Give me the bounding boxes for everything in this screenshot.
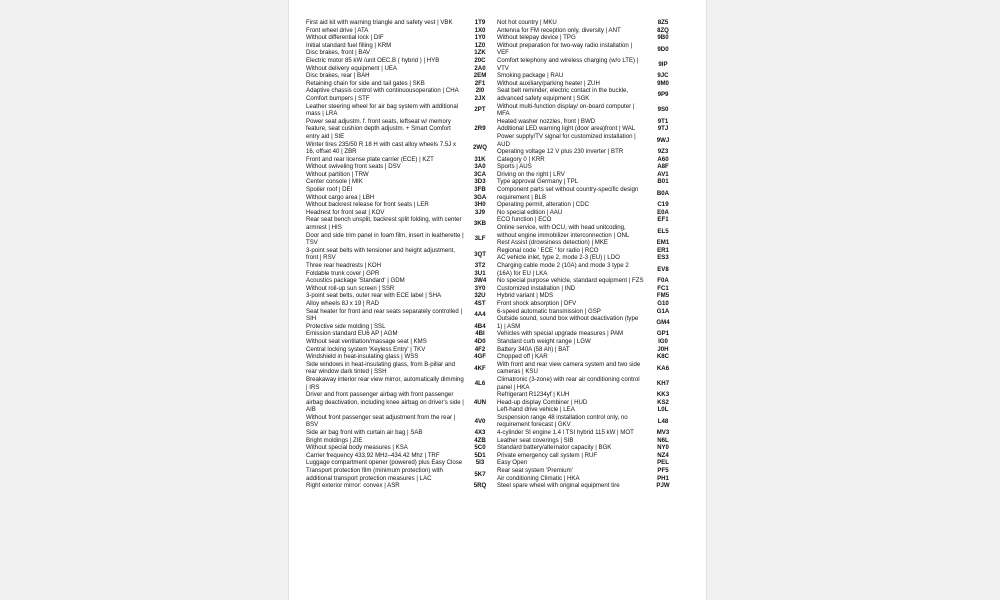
equipment-row [306,459,496,467]
equipment-row [497,429,681,437]
equipment-description: Spoiler roof | DEI [306,186,353,194]
equipment-row [306,232,496,247]
equipment-description: Standard battery/alternator capacity | BGK [497,444,612,452]
equipment-code: B01 [657,178,669,186]
equipment-code: IG0 [658,337,668,345]
equipment-code: 3U1 [474,269,486,277]
equipment-code: 4GF [474,353,486,361]
equipment-code: 4BI [475,330,485,338]
equipment-row [497,156,681,164]
equipment-code: KK3 [656,391,670,399]
equipment-row [497,346,681,354]
equipment-code: 4D0 [474,337,486,345]
equipment-row [497,186,681,201]
equipment-row [497,133,681,148]
equipment-description: Windshield in heat-insulating glass | WSS [306,353,419,361]
equipment-row [497,27,681,35]
equipment-row [306,72,496,80]
equipment-description: Bright moldings | ZIE [306,436,363,444]
equipment-description: Retaining chain for side and tail gates | SKB [306,79,425,87]
equipment-code: KS2 [657,398,669,406]
equipment-description: Hybrid variant | MDS [497,292,554,300]
equipment-description: Without cargo area | LBH [306,193,375,201]
equipment-description: Without front passenger seat adjustment from the rear | BSV [306,413,456,429]
equipment-code: C19 [657,201,669,209]
equipment-code: PF5 [657,467,669,475]
equipment-row [497,118,681,126]
equipment-description: Without multi-function display/ on-board computer | MFA [497,102,635,118]
equipment-row [497,163,681,171]
equipment-description: Suspension range 48 installation control only, no requirement forecast | GKV [497,413,628,429]
equipment-description: Foldable trunk cover | GPR [306,269,380,277]
equipment-code: ER1 [657,246,669,254]
equipment-row [306,300,496,308]
equipment-code: EM1 [656,239,670,247]
equipment-row [497,239,681,247]
equipment-row [497,216,681,224]
equipment-code: A60 [657,155,669,163]
equipment-row [497,482,681,490]
equipment-row [306,49,496,57]
equipment-description: Type approval Germany | TPL [497,178,579,186]
equipment-description: Center console | MIK [306,178,363,186]
equipment-row [497,262,681,277]
equipment-row [306,414,496,429]
equipment-description: Antenna for FM reception only, diversity | ANT [497,26,621,34]
equipment-description: Component parts set without country-specific design requirement | BLB [497,186,639,201]
equipment-code: PJW [656,482,670,490]
equipment-description: Vehicles with special upgrade measures | PAM [497,330,624,338]
equipment-code: B0A [656,189,670,197]
equipment-description: Electric motor 85 kW /unit OEC.B ( hybrid ) | HYB [306,56,440,64]
equipment-description: Head-up display Combiner | HUD [497,398,588,406]
equipment-row [497,178,681,186]
equipment-code: MV3 [656,429,670,437]
equipment-description: No special purpose vehicle, standard equipment | FZS [497,277,644,285]
equipment-code: GM4 [656,318,670,326]
equipment-description: Luggage compartment opener (powered) plus Easy Close [306,459,463,467]
equipment-description: Front and rear license plate carrier (ECE) | KZT [306,155,434,163]
equipment-row [306,292,496,300]
equipment-code: AV1 [657,170,669,178]
equipment-list-right [497,19,681,490]
equipment-row [497,87,681,102]
equipment-code: 4X3 [474,429,486,437]
equipment-code: 3GA [473,193,487,201]
equipment-code: 9D0 [657,45,669,53]
equipment-code: 2F1 [474,79,486,87]
equipment-description: Disc brakes, rear | BAH [306,72,370,80]
equipment-description: Protective side molding | SSL [306,322,386,330]
equipment-code: 3J9 [474,208,486,216]
equipment-code: 1T9 [474,19,486,26]
equipment-row [306,80,496,88]
equipment-code: 2PT [474,106,486,114]
equipment-row [306,19,496,27]
equipment-description: Comfort bumpers | STF [306,94,370,102]
equipment-code: 3D3 [474,178,486,186]
equipment-description: Headrest for front seat | KOV [306,208,385,216]
equipment-row [497,475,681,483]
equipment-description: Carrier frequency 433.92 MHz–434.42 Mhz | TRF [306,451,440,459]
equipment-code: A8F [657,163,669,171]
equipment-code: 4A4 [474,311,486,319]
equipment-code: L48 [657,417,669,425]
equipment-row [497,103,681,118]
equipment-code: G10 [657,299,669,307]
equipment-row [497,330,681,338]
equipment-code: F0A [657,277,669,285]
equipment-row [306,156,496,164]
equipment-description: Customized installation | IND [497,284,576,292]
equipment-description: Seat heater for front and rear seats separately controlled | SIH [306,307,463,323]
equipment-code: KH7 [656,379,670,387]
equipment-code: 3T2 [474,262,486,269]
equipment-description: Side windows in heat-insulating glass, from B-pillar and rear window dark tinted | SSH [306,360,456,376]
equipment-row [497,414,681,429]
equipment-code: 3W4 [473,277,487,285]
equipment-row [306,57,496,65]
equipment-code: 5K7 [474,470,486,478]
equipment-code: N6L [657,436,669,444]
equipment-description: Power supply/TV signal for customized installation | AUD [497,132,636,148]
equipment-code: 3LF [474,235,486,243]
equipment-description: ECO function | ECO [497,216,552,224]
equipment-description: Adaptive chassis control with continuousoperation | CHA [306,87,459,95]
equipment-description: Without swiveling front seats | DSV [306,163,401,171]
equipment-code: 2WQ [473,144,487,152]
equipment-code: KA6 [656,364,670,372]
equipment-description: Without delivery equipment | UEA [306,64,397,72]
equipment-code: 3Y0 [474,284,486,292]
equipment-description: Operating permit, alteration | CDC [497,201,590,209]
equipment-code: K8C [656,353,670,361]
equipment-code: PH1 [657,474,669,482]
equipment-row [306,201,496,209]
equipment-description: Without special body measures | KSA [306,444,408,452]
equipment-code: G1A [656,307,670,315]
equipment-description: Without telepay device | TPG [497,34,576,42]
equipment-description: Emission standard EU6 AP | AGM [306,330,398,338]
equipment-description: No special edition | AAU [497,208,563,216]
equipment-row [306,65,496,73]
equipment-code: FM5 [656,292,670,300]
equipment-row [306,118,496,141]
equipment-description: Easy Open [497,459,528,467]
equipment-code: PEL [657,459,669,467]
equipment-code: GP1 [656,330,670,338]
equipment-row [306,277,496,285]
equipment-code: 5D1 [474,451,486,459]
equipment-code: 9IP [658,60,668,68]
equipment-row [497,80,681,88]
equipment-description: Rear seat bench unsplit, backrest split folding, with center armrest | HIS [306,216,462,232]
equipment-description: Standard curb weight range | LGW [497,337,591,345]
equipment-description: Driver and front passenger airbag with front passenger airbag deactivation, including knee airbag on driver's side | AIB [306,391,464,414]
equipment-description: Smoking package | RAU [497,72,564,80]
equipment-description: Regional code ' ECE ' for radio | RCO [497,246,599,254]
equipment-description: Without roll-up sun screen | SSR [306,284,395,292]
equipment-code: 4ST [474,299,486,307]
equipment-row [497,148,681,156]
equipment-row [306,353,496,361]
equipment-description: Power seat adjustm. f. front seats, leftseat w/ memory feature, seat cushion depth adjustm. + Smart Comfort entry aid | SIE [306,117,451,140]
equipment-description: Front wheel drive | ATA [306,26,369,34]
equipment-row [306,323,496,331]
equipment-row [306,103,496,118]
equipment-row [306,216,496,231]
equipment-description: Without differential lock | DIF [306,34,384,42]
equipment-row [497,34,681,42]
equipment-code: 8ZQ [657,26,669,34]
equipment-code: 5I3 [475,459,485,467]
equipment-description: Three rear headrests | KOH [306,262,382,269]
equipment-row [306,391,496,414]
equipment-code: EL5 [657,227,669,235]
equipment-code: 3FB [474,186,486,194]
equipment-row [497,171,681,179]
equipment-row [497,459,681,467]
equipment-description: AC vehicle inlet, type 2, mode 2-3 (EU) | LDO [497,254,620,262]
equipment-row [306,467,496,482]
equipment-row [306,330,496,338]
equipment-code: E0A [657,208,669,216]
equipment-code: 4L6 [474,379,486,387]
equipment-code: 2EM [473,72,487,80]
equipment-description: Sports | AUS [497,163,532,171]
equipment-description: Door and side trim panel in foam film, insert in leatherette | TSV [306,231,464,247]
equipment-description: Winter tires 235/50 R 18 H with cast alloy wheels 7.5J x 16, offset 40 | ZBR [306,140,457,156]
equipment-description: Driving on the right | LRV [497,170,565,178]
equipment-code: 2I0 [475,87,485,95]
equipment-row [497,285,681,293]
equipment-row [306,42,496,50]
equipment-description: Front shock absorption | DFV [497,299,577,307]
equipment-description: Transport protection film (minimum protection) with additional transport protection measures | LAC [306,467,443,482]
equipment-description: 4-cylinder SI engine 1.4 l TSI hybrid 115 kW | MOT [497,429,634,437]
equipment-row [497,254,681,262]
equipment-row [306,247,496,262]
equipment-description: Refrigerant R1234yf | KUH [497,391,570,399]
equipment-description: Without auxiliary/parking heater | ZUH [497,79,600,87]
equipment-row [306,437,496,445]
equipment-code: 20C [474,56,486,64]
equipment-code: 3QT [474,250,486,258]
equipment-row [306,285,496,293]
equipment-description: Breakaway interior rear view mirror, automatically dimming | IRS [306,375,464,391]
equipment-code: 1Z0 [474,41,486,49]
equipment-description: Initial standard fuel filling | KRM [306,41,392,49]
equipment-description: Central locking system 'Keyless Entry' | TKV [306,345,426,353]
equipment-row [497,209,681,217]
equipment-code: 4KF [474,364,486,372]
equipment-row [497,72,681,80]
equipment-row [306,34,496,42]
equipment-code: 4UN [473,398,487,406]
equipment-row [306,308,496,323]
equipment-description: Leather seat coverings | SIB [497,436,574,444]
equipment-description: Additional LED warning light (door area)front | WAL [497,125,636,133]
equipment-code: 1ZK [474,49,486,57]
equipment-row [497,201,681,209]
equipment-description: Outside sound, sound box without deactivation (type 1) | ASM [497,315,639,330]
equipment-code: 3H0 [474,201,486,209]
equipment-row [306,361,496,376]
equipment-code: 32U [474,292,486,300]
equipment-description: Side air bag front with curtain air bag | SAB [306,429,423,437]
equipment-row [306,163,496,171]
equipment-code: 9T1 [657,117,669,125]
equipment-row [306,482,496,490]
equipment-code: 9Z3 [657,148,669,156]
equipment-row [497,406,681,414]
equipment-row [497,338,681,346]
equipment-row [497,224,681,239]
equipment-description: Air conditioning Climatic | HKA [497,474,580,482]
equipment-description: Disc brakes, front | BAV [306,49,371,57]
equipment-description: Without seat ventilation/massage seat | KMS [306,337,427,345]
equipment-row [497,42,681,57]
equipment-code: ES3 [657,254,669,262]
equipment-description: Rear seat system 'Premium' [497,467,573,475]
equipment-code: J0H [657,345,669,353]
equipment-row [497,308,681,316]
equipment-code: 4ZB [474,436,486,444]
equipment-row [306,270,496,278]
equipment-row [497,247,681,255]
equipment-code: 9S0 [657,106,669,114]
equipment-description: Private emergency call system | RUF [497,451,598,459]
equipment-code: 4F2 [474,345,486,353]
equipment-code: 3CA [473,170,487,178]
equipment-description: Without backrest release for front seats | LER [306,201,429,209]
equipment-description: First aid kit with warning triangle and safety vest | VBK [306,19,453,26]
equipment-row [306,444,496,452]
equipment-row [306,262,496,270]
equipment-description: 3-point seat belts with tensioner and height adjustment, front | RSV [306,246,456,262]
equipment-description: Without preparation for two-way radio installation | VEF [497,41,633,57]
equipment-code: 4B4 [474,322,486,330]
equipment-code: EV8 [657,265,669,273]
equipment-description: Climatronic (3-zone) with rear air conditioning control panel | HKA [497,375,640,391]
equipment-code: 9JC [657,72,669,80]
equipment-description: Operating voltage 12 V plus 230 inverter | BTR [497,148,624,156]
equipment-row [497,467,681,475]
equipment-row [306,429,496,437]
equipment-row [306,27,496,35]
equipment-description: 3-point seat belts, outer rear with ECE label | SHA [306,292,442,300]
equipment-row [497,57,681,72]
equipment-code: 5C0 [474,444,486,452]
equipment-code: 1Y0 [474,34,486,42]
equipment-row [306,346,496,354]
equipment-row [497,315,681,330]
equipment-code: 5RQ [473,482,487,490]
equipment-row [306,338,496,346]
equipment-description: Category 0 | KRR [497,155,545,163]
equipment-row [497,361,681,376]
equipment-row [497,437,681,445]
equipment-code: 3A0 [474,163,486,171]
equipment-code: NZ4 [657,451,669,459]
equipment-code: EF1 [657,216,669,224]
equipment-row [497,444,681,452]
equipment-row [497,376,681,391]
equipment-description: Alloy wheels 8J x 19 | RAD [306,299,380,307]
equipment-code: 9TJ [657,125,669,133]
equipment-row [306,186,496,194]
equipment-code: 2JX [474,94,486,102]
equipment-row [306,376,496,391]
equipment-code: 9M0 [657,79,669,87]
equipment-description: Left-hand drive vehicle | LEA [497,406,575,414]
equipment-row [497,353,681,361]
equipment-code: 2A0 [474,64,486,72]
equipment-description: Not hot country | MKU [497,19,557,26]
equipment-row [497,452,681,460]
equipment-description: Steel spare wheel with original equipment tire [497,482,620,490]
equipment-row [306,95,496,103]
equipment-description: With front and rear view camera system and two side cameras | KSU [497,360,641,376]
equipment-row [497,125,681,133]
equipment-code: 8Z5 [657,19,669,26]
equipment-row [497,277,681,285]
equipment-code: L0L [657,406,669,414]
equipment-row [497,300,681,308]
equipment-row [306,194,496,202]
equipment-row [497,391,681,399]
equipment-row [306,171,496,179]
equipment-row [306,87,496,95]
equipment-description: Comfort telephony and wireless charging (w/o LTE) | VTV [497,56,639,72]
equipment-description: Acoustics package 'Standard' | GDM [306,277,405,285]
equipment-row [497,19,681,27]
equipment-list-left [306,19,496,490]
equipment-description: Online service, with OCU, with head unitcoding, without engine immobilizer interconnection | ONL [497,224,630,239]
equipment-code: 1X0 [474,26,486,34]
equipment-description: Leather steering wheel for air bag system with additional mass | LRA [306,102,459,118]
equipment-row [306,452,496,460]
equipment-description: Chopped off | KAR [497,353,548,361]
equipment-code: NY0 [657,444,669,452]
equipment-description: Seat belt reminder, electric contact in the buckle, advanced safety equipment | SGK [497,87,629,102]
equipment-code: 9P9 [657,91,669,99]
equipment-row [306,209,496,217]
equipment-row [497,292,681,300]
equipment-code: 3KB [473,220,487,228]
equipment-description: Battery 340A (58 Ah) | BAT [497,345,570,353]
equipment-description: Right exterior mirror: convex | ASR [306,482,400,490]
equipment-code: FC1 [657,284,669,292]
equipment-description: Without partition | TRW [306,170,369,178]
equipment-row [306,141,496,156]
equipment-description: Heated washer nozzles, front | BWD [497,117,596,125]
equipment-code: 9B0 [657,34,669,42]
equipment-row [497,399,681,407]
equipment-code: 9WJ [656,136,670,144]
equipment-description: Rest Assist (drowsiness detection) | MKE [497,239,608,247]
equipment-description: Charging cable mode 2 (10A) and mode 3 type 2 (16A) for EU | LKA [497,262,629,277]
equipment-code: 2R9 [474,125,486,133]
equipment-code: 4V0 [474,417,486,425]
equipment-code: 31K [474,155,486,163]
equipment-row [306,178,496,186]
equipment-description: 6-speed automatic transmission | GSP [497,307,601,315]
